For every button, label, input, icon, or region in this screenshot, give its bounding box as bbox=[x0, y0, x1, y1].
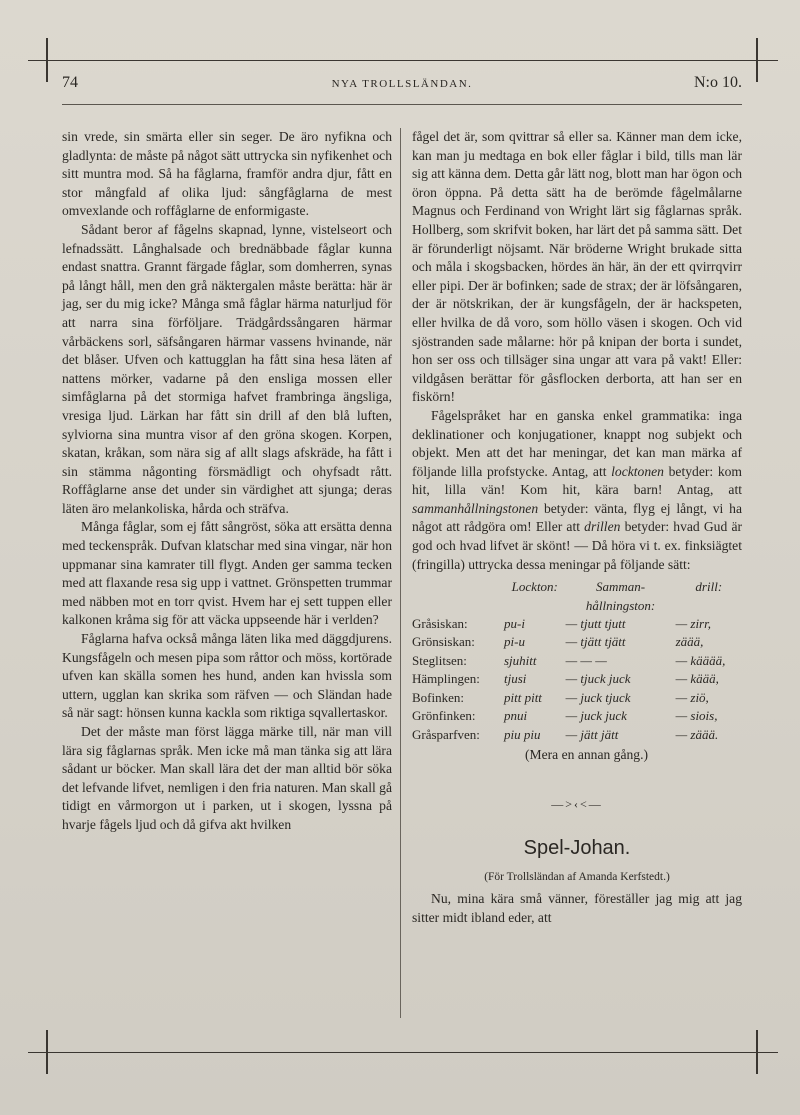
header-drill: drill: bbox=[695, 579, 723, 595]
call-drill: — zäää. bbox=[675, 726, 719, 742]
call-drill: — kääää, bbox=[675, 652, 726, 668]
call-drill: — zirr, bbox=[675, 616, 711, 632]
paragraph: sin vrede, sin smärta eller sin seger. De äro nyfikna och gladlynta: de måste på något sätt uttrycka sin nyfikenhet och sitt muntra mod. Så ha fåglarna, framför andra djur, fått en stor mångfald af olika ljud: sångfåglarna de mest omvexlande och roffåglarne de enformigaste. bbox=[62, 129, 392, 219]
call-drill: — siois, bbox=[675, 708, 718, 724]
bird-call-table bbox=[412, 578, 742, 744]
continuation-note: (Mera en annan gång.) bbox=[524, 746, 649, 762]
table-row bbox=[412, 652, 742, 670]
table-row bbox=[412, 689, 742, 707]
header-lockton: Lockton: bbox=[511, 579, 558, 595]
bird-name: Bofinken: bbox=[412, 689, 464, 705]
header-rule bbox=[62, 104, 742, 105]
call-drill: — käää, bbox=[675, 671, 719, 687]
paragraph: Fåglarna hafva också många läten lika med däggdjurens. Kungsfågeln och mesen pipa som råttor och möss, kortörade ufven kan skälla somen hes hund, anden kan hvissla som uttern, ugglan kan skrika som räfven — och Sländan hade så när sagt: hönsen kunna kackla som riktiga sqvallertaskor. bbox=[62, 631, 392, 721]
term-sammanhallningston: sammanhållningstonen bbox=[412, 500, 539, 516]
header-sammanhallningston: Samman-hållningston: bbox=[585, 579, 656, 613]
section-separator: —>‹<— bbox=[551, 796, 603, 811]
bird-name: Grönsiskan: bbox=[412, 634, 475, 650]
running-header bbox=[62, 74, 742, 100]
call-samman: — juck tjuck bbox=[565, 689, 631, 705]
bird-name: Hämplingen: bbox=[412, 671, 480, 687]
term-lockton: locktonen bbox=[611, 463, 664, 479]
right-column bbox=[412, 128, 742, 927]
call-samman: — jätt jätt bbox=[565, 726, 619, 742]
column-rule bbox=[400, 128, 401, 1018]
call-samman: — juck juck bbox=[565, 708, 627, 724]
table-row bbox=[412, 633, 742, 651]
call-lock: tjusi bbox=[504, 671, 527, 687]
call-lock: pi-u bbox=[504, 634, 525, 650]
call-samman: — tjutt tjutt bbox=[565, 616, 626, 632]
table-row bbox=[412, 707, 742, 725]
call-samman: — tjätt tjätt bbox=[565, 634, 626, 650]
call-lock: piu piu bbox=[504, 726, 541, 742]
paragraph: Många fåglar, som ej fått sångröst, söka att ersätta denna med teckenspråk. Dufvan klatschar med sina vingar, när hon uppmanar sina kamrater till flygt. Anden ger samma tecken med att flaxande resa sig upp i vattnet. Grönspetten trummar med näbben mot en torr qvist. Hvem har ej sett tuppen eller kalkonen kråma sig för att väcka uppseende här i verlden? bbox=[62, 519, 392, 628]
text-run: Fågelspråket har en ganska enkel grammatika: inga deklinationer och konjugationer, knappt nog subjekt och objekt. Men att det har meningar, det kan man märka af följande lilla profstycke. Antag, att bbox=[412, 407, 742, 479]
bird-name: Steglitsen: bbox=[412, 652, 467, 668]
call-lock: pnui bbox=[504, 708, 528, 724]
call-lock: pu-i bbox=[504, 616, 525, 632]
bird-name: Grönfinken: bbox=[412, 708, 476, 724]
text-run: betyder: hvad Gud är god och hvad lifvet är skönt! — Då höra vi t. ex. finksiägtet (fringilla) uttrycka dessa meningar på följande sätt: bbox=[412, 519, 742, 572]
frame-line-top bbox=[28, 60, 778, 61]
paragraph: Nu, mina kära små vänner, föreställer jag mig att jag sitter midt ibland eder, att bbox=[412, 891, 742, 925]
issue-number: N:o 10. bbox=[694, 74, 742, 91]
table-row bbox=[412, 670, 742, 688]
paragraph: Det der måste man först lägga märke till, när man vill lära sig fåglarnas språk. Men icke må man tänka sig att lära sådant ur böcker. Man skall lära det der man alltid bör söka det lefvande lifvet, nemligen i den fria naturen. Man skall gå tidigt en vårmorgon ut i parken, ut i skogen, lyssna på hvarje fågels ljud och då gifva akt hvilken bbox=[62, 724, 392, 832]
call-drill: zäää, bbox=[675, 634, 704, 650]
paragraph bbox=[412, 407, 742, 574]
paragraph: fågel det är, som qvittrar så eller sa. Känner man dem icke, kan man ju medtaga en bok eller fåglar i bild, tills man lär sig att känna dem. Detta går lätt nog, blott man har ögon och öron öppna. På detta sätt ha de berömde fågelmålarne Magnus och Ferdinand von Wright lärt sig fåglarnas språk. Hollberg, som skrifvit boken, har lärt det på samma sätt. Det är förunderligt nöjsamt. När bröderne Wright brukade sitta och måla i skogsbacken, hördes än här, än der ett qvirrqvirr eller pipi. Der är bofinken; sade de strax; der är löfsångaren, der är nötskrikan, der är kungsfågeln, der är hackspeten, eller hvilka de då voro, som höllo väsen i skogen. Och vid sjöstranden sade målarne: hör på knipan der borta i sundet, hon ser oss och tillsäger sina ungar att vara på vakt! Eller: vildgåsen berättar för gåsflocken derborta, att han ser en fiskörn! bbox=[412, 129, 742, 405]
story-title: Spel-Johan. bbox=[523, 837, 631, 860]
left-column bbox=[62, 128, 392, 835]
table-header-row bbox=[412, 578, 742, 615]
call-drill: — ziö, bbox=[675, 689, 709, 705]
bird-name: Gråsparfven: bbox=[412, 726, 480, 742]
page-number: 74 bbox=[62, 74, 78, 91]
paragraph: Sådant beror af fågelns skapnad, lynne, vistelseort och lefnadssätt. Långhalsade och brednäbbade fåglar kunna endast snattra. Grannt färgade fåglar, som domherren, synas på långt håll, men den grå näktergalen måste berätta: här är jag, ser du mig icke? Många små fåglar härma naturljud för att narra sina förföljare. Trädgårdssångaren härmar vårbäckens sorl, säfsångaren härmar vassens hvinande, när det blåser. Ufven och kattugglan ha fått sina hesa läten af nattens mörker, vadarne på den ensliga mossen eller simfåglarna på det stormiga hafvet frambringa ängsliga, vresiga ljud. Lärkan har fått sin drill af den blå luften, sylviorna sina muntra visor af den gröna skogen. Korpen, skatan, kråkan, som nära sig af allt slags afskräde, ha fått i sin stämma någonting försmädligt och ohyfsadt rått. Roffåglarne anse det under sin värdighet att sjunga; deras läten äro melankoliska, hårda och sträfva. bbox=[62, 221, 392, 516]
call-lock: sjuhitt bbox=[504, 652, 537, 668]
frame-line-bottom bbox=[28, 1052, 778, 1053]
table-row bbox=[412, 615, 742, 633]
call-samman: — tjuck juck bbox=[565, 671, 631, 687]
term-drill: drillen bbox=[584, 519, 621, 535]
text-run: betyder: kom hit, lilla vän! Kom hit, kära barn! Antag, att bbox=[412, 463, 742, 498]
call-lock: pitt pitt bbox=[504, 689, 542, 705]
table-row bbox=[412, 726, 742, 744]
call-samman: — — — bbox=[565, 652, 607, 668]
story-byline: (För Trollsländan af Amanda Kerfstedt.) bbox=[484, 870, 670, 883]
journal-title: NYA TROLLSLÄNDAN. bbox=[331, 78, 473, 90]
text-run: betyder: vänta, flyg ej långt, vi ha något att rådgöra om! Eller att bbox=[412, 500, 742, 535]
bird-name: Gråsiskan: bbox=[412, 616, 468, 632]
